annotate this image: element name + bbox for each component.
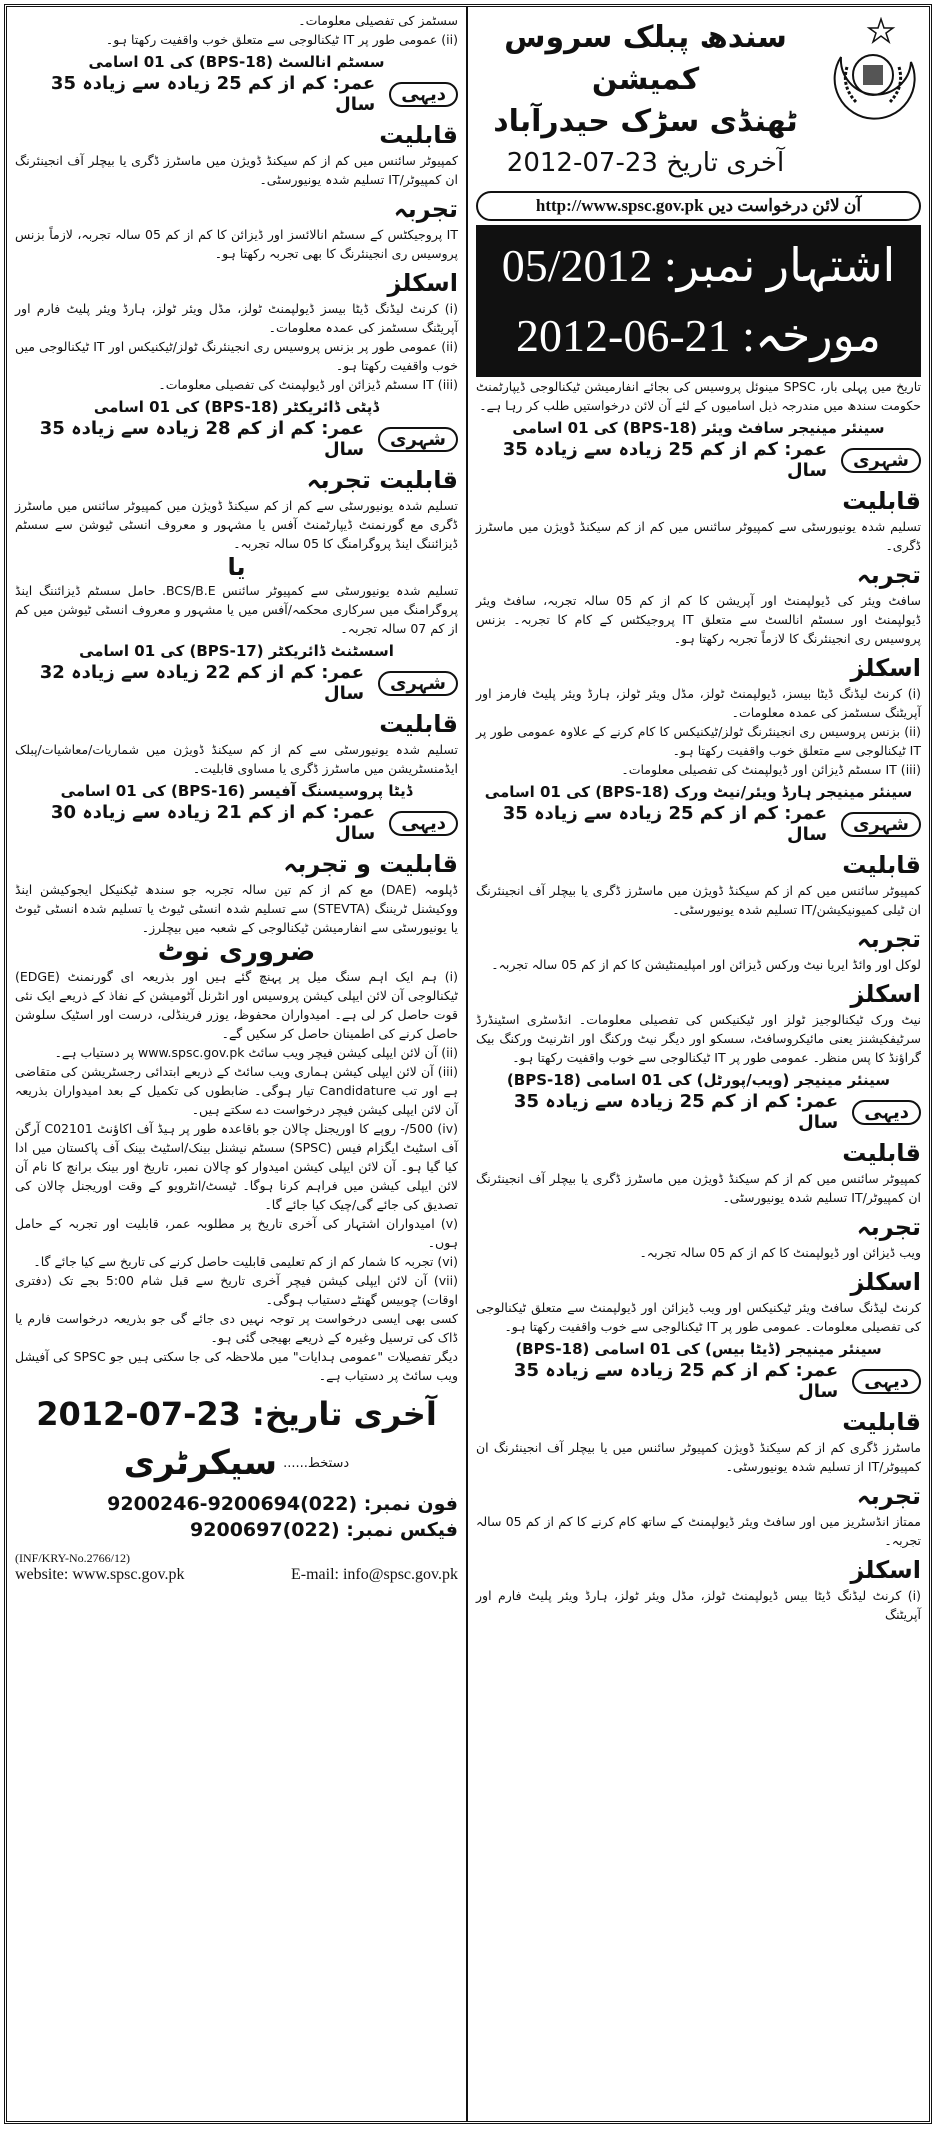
paragraph: لوکل اور وائڈ ایریا نیٹ ورکس ڈیزائن اور امپلیمنٹیشن کا کم از کم 05 سالہ تجربہ۔ — [491, 957, 921, 972]
domicile-category: دیہی — [852, 1369, 921, 1394]
paragraph: تسلیم شدہ یونیورسٹی سے کم از کم سیکنڈ ڈویژن میں کمپیوٹر سائنس میں ماسٹرز ڈگری مع گورنمنٹ ڈیپارٹمنٹ آفس یا مشہور و معروف انسٹی ٹیوشن سے سسٹم ڈیزائننگ اینڈ پروگرامنگ کا 05 سالہ تجربہ۔ — [15, 498, 458, 551]
paragraph: کمپیوٹر سائنس میں کم از کم سیکنڈ ڈویژن میں ماسٹرز ڈگری یا بیچلر آف انجینئرنگ ان کمپیوٹر/IT تسلیم شدہ یونیورسٹی۔ — [15, 153, 458, 187]
age-range: عمر: کم از کم 28 زیادہ سے زیادہ 35 سال — [39, 418, 365, 460]
paragraph: (i) کرنٹ لیڈنگ ڈیٹا بیسز، ڈیولپمنٹ ٹولز، مڈل ویئر ٹولز، ہارڈ ویئر پلیٹ فارمز اور آپریٹنگ سسٹمز کی عمدہ معلومات۔ — [476, 686, 921, 720]
section-heading: قابلیت — [842, 1408, 921, 1436]
ad-number-box — [476, 225, 921, 377]
notes-heading: ضروری نوٹ — [157, 937, 316, 967]
commission-title: سندھ پبلک سروس کمیشن — [504, 20, 787, 97]
paragraph: (v) امیدواران اشتہار کی آخری تاریخ پر مطلوبہ عمر، قابلیت اور تجربہ کے حامل ہوں۔ — [15, 1216, 458, 1250]
section-heading: تجربہ — [393, 195, 458, 223]
paragraph: (iii) آن لائن ایپلی کیشن ہماری ویب سائٹ کے ذریعے ابتدائی رجسٹریشن کی متقاضی ہے اور تب Candidature تیار ہوگی۔ ضابطوں کی تکمیل کے بعد امیدواران بذریعہ آن لائن ایپلی کیشن فیچر درخواست دے سکتے ہیں۔ — [15, 1064, 458, 1117]
left-content — [15, 11, 458, 1385]
post-title: سینئر مینیجر سافٹ ویئر (BPS-18) کی 01 اسامی — [512, 419, 885, 437]
paragraph: (vi) تجربہ کا شمار کم از کم تعلیمی قابلیت حاصل کرنے کی تاریخ سے کیا جائے گا۔ — [33, 1254, 458, 1269]
spsc-emblem-icon — [821, 17, 921, 127]
paragraph: کرنٹ لیڈنگ سافٹ ویئر ٹیکنیکس اور ویب ڈیزائن اور ڈیولپمنٹ سے متعلق ٹیکنالوجی کی تفصیلی معلومات۔ عمومی طور پر IT ٹیکنالوجی سے خوب واقفیت رکھتا ہو۔ — [476, 1300, 921, 1334]
header — [476, 11, 921, 183]
age-requirement — [476, 439, 921, 481]
paragraph: کسی بھی ایسی درخواست پر توجہ نہیں دی جائے گی جو بذریعہ درخواست فارم یا ڈاک کی ترسیل وغیرہ کے ذریعے بھیجی گئی ہو۔ — [15, 1311, 458, 1345]
email-link[interactable]: E-mail: info@spsc.gov.pk — [290, 1566, 458, 1583]
paragraph: (iii) IT سسٹم ڈیزائن اور ڈیولپمنٹ کی تفصیلی معلومات۔ — [621, 762, 921, 777]
reference-number: (INF/KRY-No.2766/12) — [15, 1551, 131, 1565]
signatory: سیکرٹری — [123, 1443, 278, 1483]
age-requirement — [476, 1091, 921, 1133]
section-heading: اسکلز — [850, 654, 921, 682]
paragraph: ڈپلومہ (DAE) مع کم از کم تین سالہ تجربہ جو سندھ ٹیکنیکل ایجوکیشن اینڈ ووکیشنل ٹریننگ (STEVTA) سے تسلیم شدہ انسٹی ٹیوٹ یا تسلیم شدہ انسٹی ٹیوٹ یا یونیورسٹی سے انفارمیشن ٹیکنالوجی کے شعبہ میں بیچلرز۔ — [15, 882, 458, 935]
post-title: سینئر مینیجر (ڈیٹا بیس) کی 01 اسامی (BPS-18) — [515, 1340, 882, 1358]
section-heading: قابلیت — [842, 487, 921, 515]
closing-date: آخری تاریخ: 23-07-2012 — [36, 1395, 437, 1433]
section-heading: اسکلز — [850, 1556, 921, 1584]
age-range: عمر: کم از کم 25 زیادہ سے زیادہ 35 سال — [502, 803, 828, 845]
paragraph: کمپیوٹر سائنس میں کم از کم سیکنڈ ڈویژن میں ماسٹرز ڈگری یا بیچلر آف انجینئرنگ ان ٹیلی کمیونیکیشن/IT تسلیم شدہ یونیورسٹی۔ — [476, 883, 921, 917]
paragraph: ویب ڈیزائن اور ڈیولپمنٹ کا کم از کم 05 سالہ تجربہ۔ — [639, 1245, 921, 1260]
last-date: آخری تاریخ 23-07-2012 — [506, 148, 785, 178]
paragraph: تسلیم شدہ یونیورسٹی سے کمپیوٹر سائنس BCS/B.E. حامل سسٹم ڈیزائننگ اینڈ پروگرامنگ میں سرکاری محکمہ/آفس میں یا مشہور و معروف انسٹی ٹیوشن میں کم از کم 07 سالہ تجربہ۔ — [15, 583, 458, 636]
paragraph: دیگر تفصیلات "عمومی ہدایات" میں ملاحظہ کی جا سکتی ہیں جو SPSC کی آفیشل ویب سائٹ پر دستیاب ہے۔ — [15, 1349, 458, 1383]
age-range: عمر: کم از کم 25 زیادہ سے زیادہ 35 سال — [50, 73, 376, 115]
domicile-category: شہری — [841, 812, 921, 837]
age-range: عمر: کم از کم 22 زیادہ سے زیادہ 32 سال — [39, 662, 365, 704]
right-content — [476, 377, 921, 1624]
post-title: ڈیٹا پروسیسنگ آفیسر (BPS-16) کی 01 اسامی — [60, 782, 413, 800]
paragraph: (i) کرنٹ لیڈنگ ڈیٹا بیس ڈیولپمنٹ ٹولز، مڈل ویئر ٹولز، ہارڈ ویئر پلیٹ فارم اور آپریٹنگ — [476, 1588, 921, 1622]
paragraph: IT پروجیکٹس کے سسٹم انالائسز اور ڈیزائن کا کم از کم 05 سالہ تجربہ، لازماً بزنس پروسیس ری انجینئرنگ کا بھی تجربہ رکھتا ہو۔ — [15, 227, 458, 261]
advertisement — [4, 4, 932, 2124]
paragraph: (vii) آن لائن ایپلی کیشن فیچر آخری تاریخ سے قبل شام 5:00 بجے تک (دفتری اوقات) چوبیس گھنٹے دستیاب ہوگی۔ — [15, 1273, 458, 1307]
age-requirement — [476, 1360, 921, 1402]
section-heading: قابلیت تجربہ — [306, 466, 458, 494]
section-heading: قابلیت — [842, 851, 921, 879]
ad-date: مورخہ: 21-06-2012 — [516, 310, 881, 361]
section-heading: تجربہ — [856, 1482, 921, 1510]
signature-label: دستخط...... — [283, 1455, 350, 1471]
phone-number: فون نمبر: (022)9200694-9200246 — [107, 1493, 458, 1515]
section-heading: اسکلز — [850, 1268, 921, 1296]
domicile-category: شہری — [841, 448, 921, 473]
paragraph: (iv) 500/- روپے کا اوریجنل چالان جو باقاعدہ طور پر ہیڈ آف اکاؤنٹ C02101 آرگن آف اسٹیٹ ایگزام فیس (SPSC) سسٹم نیشنل بینک/اسٹیٹ بینک آف پاکستان میں ادا کیا گیا ہو۔ آن لائن ایپلی کیشن امیدوار کو چالان نمبر، تاریخ اور بینک برانچ کا نام آن لائن ایپلی کیشن میں فراہم کرنا ہوگا۔ ٹیسٹ/انٹرویو کے وقت اوریجنل چالان کی تصدیق کی جائے گی/چیک کیا جائے گا۔ — [15, 1121, 458, 1212]
paragraph: ممتاز انڈسٹریز میں اور سافٹ ویئر ڈیولپمنٹ کے ساتھ کام کرنے کا کم از کم 05 سالہ تجربہ۔ — [476, 1514, 921, 1548]
paragraph: تاریخ میں پہلی بار، SPSC مینوئل پروسیس کی بجائے انفارمیشن ٹیکنالوجی ڈیپارٹمنٹ حکومت سندھ میں مندرجہ ذیل اسامیوں کے لئے آن لائن درخواستیں طلب کر رہا ہے۔ — [476, 379, 921, 413]
left-column — [7, 7, 468, 2121]
post-title: اسسٹنٹ ڈائریکٹر (BPS-17) کی 01 اسامی — [79, 642, 394, 660]
section-heading: تجربہ — [856, 1213, 921, 1241]
age-requirement — [15, 662, 458, 704]
paragraph: (i) کرنٹ لیڈنگ ڈیٹا بیسز ڈیولپمنٹ ٹولز، مڈل ویئر ٹولز، ہارڈ ویئر پلیٹ فارم اور آپریٹنگ سسٹمز کی عمدہ معلومات۔ — [15, 301, 458, 335]
signature — [15, 1443, 458, 1483]
domicile-category: شہری — [378, 671, 458, 696]
section-heading: قابلیت — [379, 121, 458, 149]
paragraph: (ii) عمومی طور پر IT ٹیکنالوجی سے متعلق خوب واقفیت رکھتا ہو۔ — [105, 32, 458, 47]
paragraph: (iii) IT سسٹم ڈیزائن اور ڈیولپمنٹ کی تفصیلی معلومات۔ — [158, 377, 458, 392]
paragraph: (ii) بزنس پروسیس ری انجینئرنگ ٹولز/ٹیکنیکس کا کام کرنے کے علاوہ عمومی طور پر IT ٹیکنالوجی سے متعلق خوب واقفیت رکھتا ہو۔ — [476, 724, 921, 758]
domicile-category: دیہی — [389, 82, 458, 107]
paragraph: ماسٹرز ڈگری کم از کم سیکنڈ ڈویژن کمپیوٹر سائنس میں یا بیچلر آف انجینئرنگ ان کمپیوٹر/IT از تسلیم شدہ یونیورسٹی۔ — [476, 1440, 921, 1474]
section-heading: تجربہ — [856, 925, 921, 953]
commission-address: ٹھنڈی سڑک حیدرآباد — [493, 104, 798, 139]
post-title: سسٹم انالسٹ (BPS-18) کی 01 اسامی — [88, 53, 385, 71]
paragraph: (i) ہم ایک اہم سنگ میل پر پہنچ گئے ہیں اور بذریعہ ای گورنمنٹ (EDGE) ٹیکنالوجی آن لائن ایپلی کیشن پروسیس اور انٹرنل آٹومیشن کے نفاذ کے ذریعے ایک نئی قوت حاصل کر لی ہے۔ امیدواران محفوظ، یوزر فرینڈلی، درست اور اسٹیک سلوشن حاصل کرنے کی اطمینان حاصل کر سکیں گے۔ — [15, 969, 458, 1041]
paragraph: تسلیم شدہ یونیورسٹی سے کمپیوٹر سائنس میں کم از کم سیکنڈ ڈویژن میں ماسٹرز ڈگری۔ — [476, 519, 921, 553]
fax-number: فیکس نمبر: (022)9200697 — [190, 1519, 458, 1541]
section-heading: اسکلز — [850, 980, 921, 1008]
age-requirement — [15, 73, 458, 115]
age-range: عمر: کم از کم 25 زیادہ سے زیادہ 35 سال — [513, 1091, 839, 1133]
age-requirement — [15, 802, 458, 844]
section-heading: تجربہ — [856, 561, 921, 589]
paragraph: تسلیم شدہ یونیورسٹی سے کم از کم سیکنڈ ڈویژن میں شماریات/معاشیات/پبلک ایڈمنسٹریشن میں ماسٹرز ڈگری یا مساوی قابلیت۔ — [15, 742, 458, 776]
age-range: عمر: کم از کم 25 زیادہ سے زیادہ 35 سال — [502, 439, 828, 481]
section-heading: قابلیت و تجربہ — [283, 850, 458, 878]
paragraph: (ii) آن لائن ایپلی کیشن فیچر ویب سائٹ www.spsc.gov.pk پر دستیاب ہے۔ — [54, 1045, 458, 1060]
post-title: سینئر مینیجر ہارڈ ویئر/نیٹ ورک (BPS-18) کی 01 اسامی — [484, 783, 913, 801]
apply-online-link[interactable]: آن لائن درخواست دیں http://www.spsc.gov.pk — [476, 191, 921, 221]
age-requirement — [15, 418, 458, 460]
paragraph: نیٹ ورک ٹیکنالوجیز ٹولز اور ٹیکنیکس کی تفصیلی معلومات۔ انڈسٹری اسٹینڈرڈ سرٹیفکیشنز یعنی مائیکروسافٹ، سسکو اور دیگر نیٹ ورکنگ اور انٹرنیٹ ورکنگ بیک گراؤنڈ کا پس منظر۔ عمومی طور پر IT ٹیکنالوجی سے خوب واقفیت رکھتا ہو۔ — [476, 1012, 921, 1065]
section-heading: قابلیت — [842, 1139, 921, 1167]
section-heading: اسکلز — [387, 269, 458, 297]
age-range: عمر: کم از کم 25 زیادہ سے زیادہ 35 سال — [513, 1360, 839, 1402]
domicile-category: دیہی — [852, 1100, 921, 1125]
post-title: ڈپٹی ڈائریکٹر (BPS-18) کی 01 اسامی — [93, 398, 380, 416]
paragraph: کمپیوٹر سائنس میں کم از کم سیکنڈ ڈویژن میں ماسٹرز ڈگری یا بیچلر آف انجینئرنگ ان کمپیوٹر/IT تسلیم شدہ یونیورسٹی۔ — [476, 1171, 921, 1205]
or-separator: یا — [227, 553, 246, 581]
ad-number: اشتہار نمبر: 05/2012 — [501, 240, 896, 291]
post-title: سینئر مینیجر (ویب/پورٹل) کی 01 اسامی (BPS-18) — [506, 1071, 891, 1089]
website-link[interactable]: website: www.spsc.gov.pk — [15, 1566, 185, 1583]
paragraph: سافٹ ویئر کی ڈیولپمنٹ اور آپریشن کا کم از کم 05 سالہ تجربہ، سافٹ ویئر ڈیولپمنٹ اور سسٹم انالسٹ سے متعلق IT پروجیکٹس کے کام کا تجربہ۔ بزنس پروسیس ری انجینئرنگ کا لازماً تجربہ رکھتا ہو۔ — [476, 593, 922, 646]
section-heading: قابلیت — [379, 710, 458, 738]
age-requirement — [476, 803, 921, 845]
paragraph: (ii) عمومی طور پر بزنس پروسیس ری انجینئرنگ ٹولز/ٹیکنیکس اور IT ٹیکنالوجی میں خوب واقفیت رکھتا ہو۔ — [15, 339, 458, 373]
domicile-category: شہری — [378, 427, 458, 452]
age-range: عمر: کم از کم 21 زیادہ سے زیادہ 30 سال — [50, 802, 376, 844]
paragraph: سسٹمز کی تفصیلی معلومات۔ — [298, 13, 458, 28]
right-column — [468, 7, 929, 2121]
domicile-category: دیہی — [389, 811, 458, 836]
